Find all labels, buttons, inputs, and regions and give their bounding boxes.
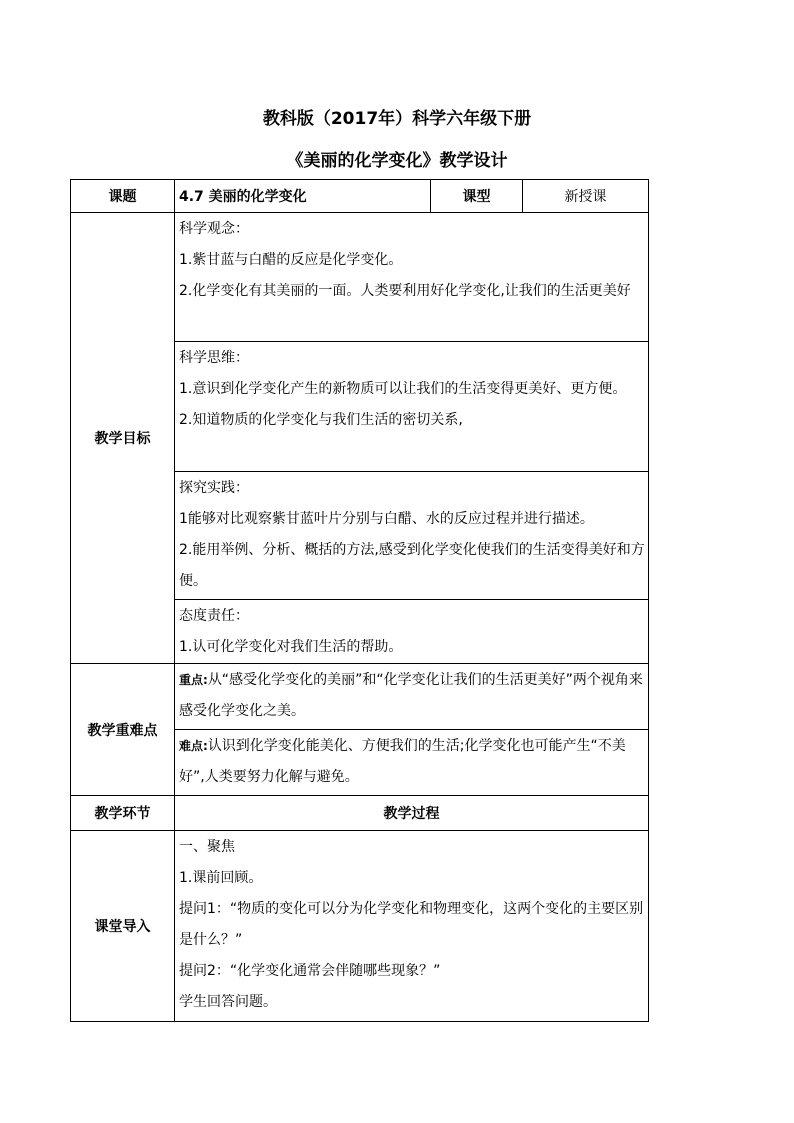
objective-heading: 科学思维： <box>179 350 249 366</box>
section-divider <box>174 341 649 342</box>
intro-line: 一、聚焦 <box>179 839 235 855</box>
document-subtitle: 《美丽的化学变化》教学设计 <box>286 151 508 171</box>
intro-line: 提问2：“化学变化通常会伴随哪些现象？” <box>179 963 441 979</box>
objective-section-science-concept <box>175 214 648 341</box>
stage-label: 教学环节 <box>94 806 151 822</box>
section-divider <box>174 471 649 472</box>
table-border-bottom <box>70 1021 649 1022</box>
objective-line: 1.意识到化学变化产生的新物质可以让我们的生活变得更美好、更方便。 <box>179 381 627 397</box>
difficulty-text: 认识到化学变化能美化、方便我们的生活;化学变化也可能产生“不美好”,人类要努力化解与避免。 <box>179 738 626 785</box>
key-point-difficulty <box>175 731 648 795</box>
course-label: 课题 <box>108 189 137 205</box>
focus-text: 从“感受化学变化的美丽”和“化学变化让我们的生活更美好”两个视角来感受化学变化之美。 <box>179 672 643 719</box>
type-label: 课型 <box>462 189 491 205</box>
course-value: 4.7 美丽的化学变化 <box>179 189 307 205</box>
difficulty-label: 难点: <box>179 739 208 753</box>
type-value: 新授课 <box>564 189 607 205</box>
intro-line: 学生回答问题。 <box>179 994 277 1010</box>
key-points-label: 教学重难点 <box>87 722 158 739</box>
objective-heading: 态度责任： <box>179 608 249 624</box>
intro-line: 1.课前回顾。 <box>179 870 263 886</box>
objective-heading: 科学观念： <box>179 221 249 237</box>
objective-section-inquiry-practice <box>175 473 648 599</box>
objective-line: 2.知道物质的化学变化与我们生活的密切关系, <box>179 412 463 428</box>
intro-line: 提问1：“物质的变化可以分为化学变化和物理变化，这两个变化的主要区别是什么？” <box>179 901 644 948</box>
key-point-focus <box>175 665 648 729</box>
objectives-label: 教学目标 <box>94 431 151 447</box>
objective-line: 2.能用举例、分析、概括的方法,感受到化学变化使我们的生活变得美好和方便。 <box>179 542 645 589</box>
objective-line: 1能够对比观察紫甘蓝叶片分别与白醋、水的反应过程并进行描述。 <box>179 511 594 527</box>
objective-heading: 探究实践： <box>179 480 249 496</box>
table-border-right <box>648 179 649 1022</box>
objective-line: 1.紫甘蓝与白醋的反应是化学变化。 <box>179 252 403 268</box>
section-divider <box>174 599 649 600</box>
intro-content <box>175 832 648 1021</box>
objective-line: 2.化学变化有其美丽的一面。人类要利用好化学变化,让我们的生活更美好 <box>179 283 631 299</box>
objective-section-science-thinking <box>175 343 648 471</box>
focus-label: 重点: <box>179 673 208 687</box>
objective-line: 1.认可化学变化对我们生活的帮助。 <box>179 639 403 655</box>
intro-label: 课堂导入 <box>94 919 151 935</box>
document-title: 教科版（2017年）科学六年级下册 <box>262 109 532 129</box>
section-divider <box>174 729 649 730</box>
process-label: 教学过程 <box>383 806 440 822</box>
objective-section-attitude <box>175 601 648 663</box>
